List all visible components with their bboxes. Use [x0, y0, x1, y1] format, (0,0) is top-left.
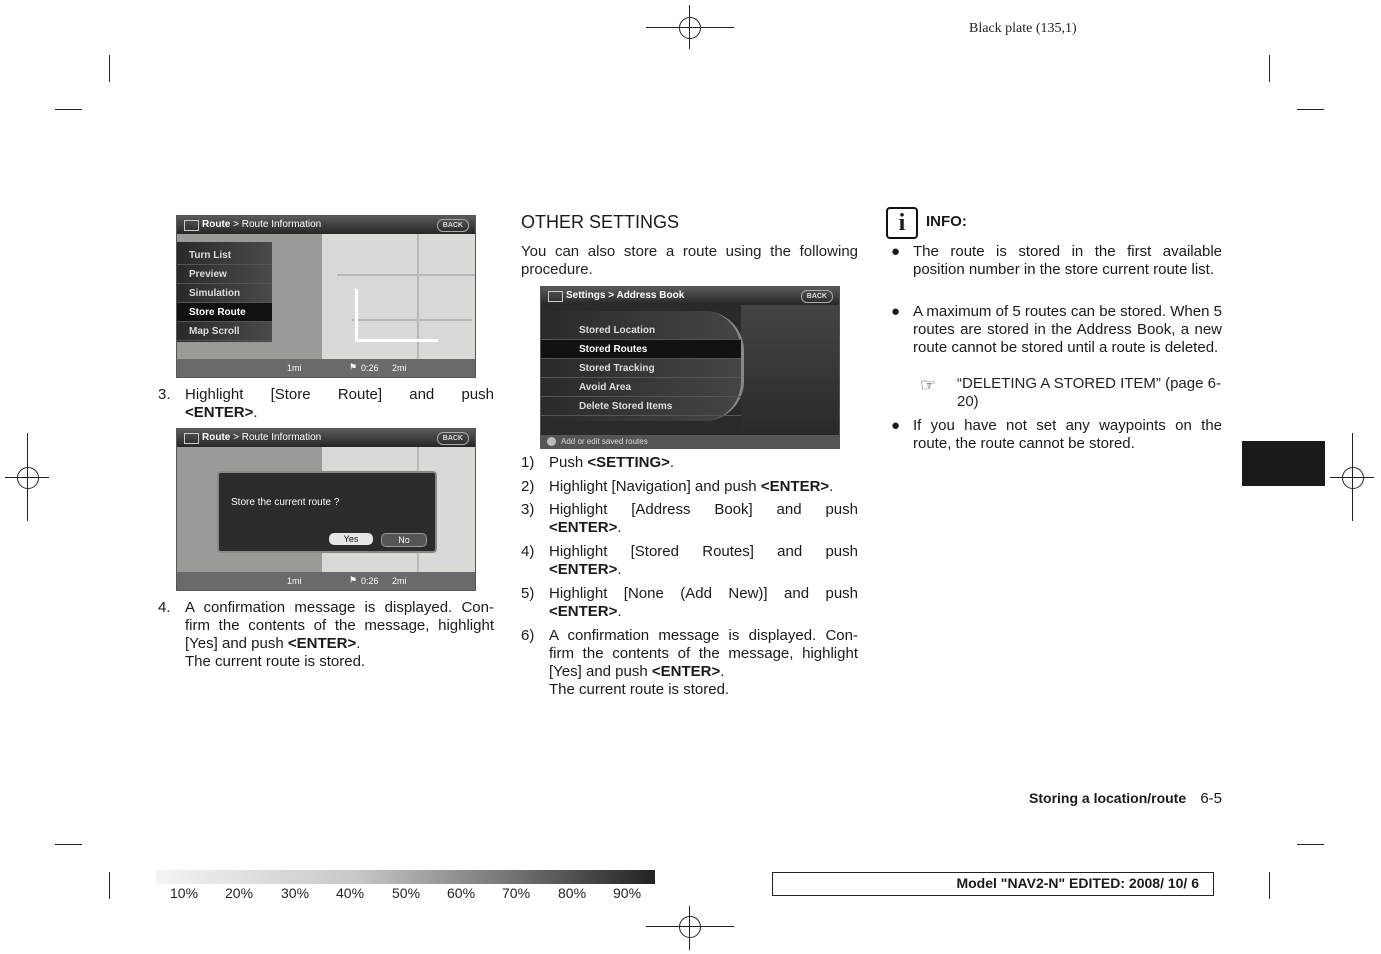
plate-label: Black plate (135,1) [969, 21, 1077, 36]
enter-key: <ENTER> [549, 519, 618, 536]
scale-label: 90% [613, 885, 642, 901]
scale-label: 50% [392, 885, 421, 901]
print-density-scale [156, 870, 655, 884]
hint-bar [541, 435, 839, 448]
menu-item-store-route[interactable]: Store Route [177, 303, 272, 322]
setting-key: <SETTING> [587, 454, 670, 471]
reference-hand-icon: ☞ [920, 375, 937, 395]
menu-item-simulation[interactable]: Simulation [177, 284, 272, 303]
back-button[interactable]: BACK [437, 219, 469, 232]
screen-title: Route [202, 219, 231, 230]
section-name: Storing a location/route [1029, 790, 1187, 806]
menu-icon [548, 291, 563, 302]
info-label: INFO: [926, 213, 967, 230]
registration-circle [679, 17, 701, 39]
enter-key: <ENTER> [651, 663, 721, 680]
screen-breadcrumb: > Route Information [233, 432, 322, 443]
crop-mark [109, 872, 110, 899]
screen-title-bar [541, 287, 839, 305]
crop-mark [109, 55, 110, 82]
menu-item-delete-stored-items[interactable]: Delete Stored Items [541, 397, 741, 416]
screen-title-bar [177, 216, 475, 234]
crop-mark [1269, 55, 1270, 82]
step-text: Highlight [Store Route] and push [185, 386, 494, 403]
crop-mark [1269, 872, 1270, 899]
menu-item-turn-list[interactable]: Turn List [177, 246, 272, 265]
menu-item-stored-tracking[interactable]: Stored Tracking [541, 359, 741, 378]
screen-title: Route [202, 432, 231, 443]
enter-key: <ENTER> [287, 635, 357, 652]
crop-mark [55, 844, 82, 845]
eta-label: 0:26 [361, 576, 379, 586]
step-number: 4. [158, 599, 171, 616]
back-button[interactable]: BACK [801, 290, 833, 303]
enter-key: <ENTER> [549, 561, 618, 578]
scale-label: 1mi [287, 363, 302, 373]
model-label: Model "NAV2-N" EDITED: 2008/ 10/ 6 [956, 875, 1199, 891]
menu-item-preview[interactable]: Preview [177, 265, 272, 284]
scale-label: 30% [281, 885, 310, 901]
scale-label: 70% [502, 885, 531, 901]
enter-key: <ENTER> [760, 478, 830, 495]
screen-breadcrumb: > Route Information [233, 219, 322, 230]
registration-circle [679, 916, 701, 938]
map-footer [177, 359, 475, 377]
flag-icon: ⚑ [349, 575, 358, 585]
distance-label: 2mi [392, 576, 407, 586]
scale-label: 10% [170, 885, 199, 901]
back-button[interactable]: BACK [437, 432, 469, 445]
address-book-screenshot [540, 286, 840, 449]
info-icon [547, 437, 556, 446]
enter-key: <ENTER> [185, 404, 254, 421]
crop-mark [55, 109, 82, 110]
menu-icon [184, 433, 199, 444]
step-number: 3. [158, 386, 171, 403]
menu-icon [184, 220, 199, 231]
screen-breadcrumb: > Address Book [608, 290, 685, 301]
eta-label: 0:26 [361, 363, 379, 373]
model-box [772, 872, 1214, 896]
registration-circle [1342, 467, 1364, 489]
running-footer [1029, 790, 1222, 807]
screen-title-bar [177, 429, 475, 447]
distance-label: 2mi [392, 363, 407, 373]
menu-item-stored-location[interactable]: Stored Location [541, 321, 741, 340]
route-info-screenshot [176, 215, 476, 378]
scale-label: 20% [225, 885, 254, 901]
reference-link[interactable]: “DELETING A STORED ITEM” (page 6-20) [957, 375, 1221, 410]
page-number: 6-5 [1200, 790, 1222, 807]
scale-label: 1mi [287, 576, 302, 586]
map-footer [177, 572, 475, 590]
menu-item-map-scroll[interactable]: Map Scroll [177, 322, 272, 341]
route-line [355, 289, 438, 342]
scale-label: 40% [336, 885, 365, 901]
section-heading: OTHER SETTINGS [521, 212, 680, 232]
route-menu [177, 242, 272, 342]
registration-circle [17, 467, 39, 489]
menu-item-stored-routes[interactable]: Stored Routes [541, 340, 741, 359]
crop-mark [1297, 109, 1324, 110]
dialog-message: Store the current route ? [231, 497, 340, 508]
confirm-dialog [217, 471, 437, 553]
flag-icon: ⚑ [349, 362, 358, 372]
info-icon: i [886, 207, 918, 239]
scale-label: 60% [447, 885, 476, 901]
chapter-tab [1242, 441, 1325, 486]
enter-key: <ENTER> [549, 603, 618, 620]
scale-label: 80% [558, 885, 587, 901]
crop-mark [1297, 844, 1324, 845]
no-button[interactable]: No [381, 533, 427, 547]
hint-text: Add or edit saved routes [561, 437, 648, 446]
store-confirm-screenshot [176, 428, 476, 591]
screen-title: Settings [566, 290, 606, 301]
background-panel [741, 305, 839, 435]
yes-button[interactable]: Yes [329, 533, 373, 545]
address-book-menu [541, 311, 744, 421]
menu-item-avoid-area[interactable]: Avoid Area [541, 378, 741, 397]
